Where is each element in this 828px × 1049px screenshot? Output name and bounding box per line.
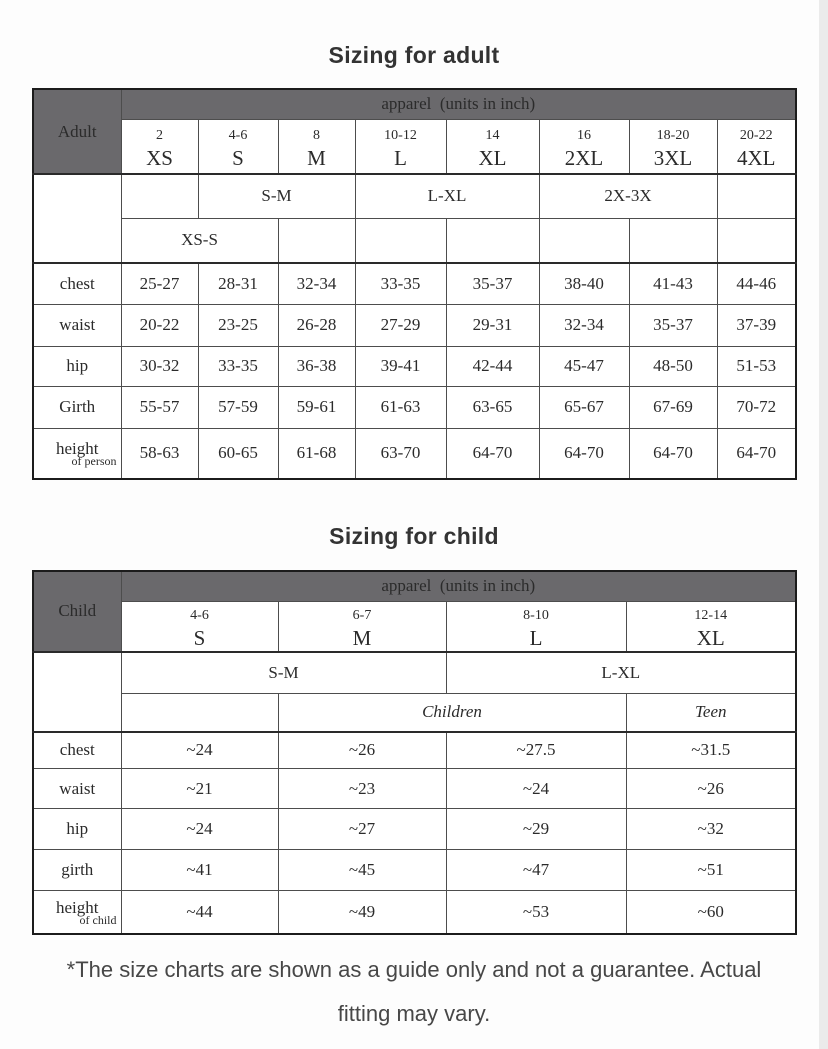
subgroup-cell-xss: XS-S xyxy=(121,218,278,263)
size-number: 20-22 xyxy=(739,127,773,143)
value-cell: ~49 xyxy=(278,891,446,934)
size-cell-xs xyxy=(121,119,198,174)
child-category-row xyxy=(33,694,796,732)
value-cell: 59-61 xyxy=(278,386,355,428)
size-cell-s xyxy=(121,601,278,652)
size-number: 10-12 xyxy=(384,127,417,143)
blank-label-cell xyxy=(33,174,121,263)
adult-apparel-header: apparel (units in inch) xyxy=(121,89,796,119)
value-cell: 36-38 xyxy=(278,346,355,386)
value-cell: 44-46 xyxy=(717,263,796,304)
size-cell-l xyxy=(446,601,626,652)
group-cell-sm: S-M xyxy=(121,652,446,694)
group-cell-2x3x: 2X-3X xyxy=(539,174,717,218)
group-cell-sm: S-M xyxy=(198,174,355,218)
value-cell: 28-31 xyxy=(198,263,278,304)
value-cell: 48-50 xyxy=(629,346,717,386)
value-cell: 42-44 xyxy=(446,346,539,386)
value-cell: ~24 xyxy=(446,769,626,809)
size-number: 2 xyxy=(156,127,163,143)
value-cell: ~23 xyxy=(278,769,446,809)
category-cell-children: Children xyxy=(278,694,626,732)
value-cell: 63-65 xyxy=(446,386,539,428)
row-label-sub: of child xyxy=(79,912,117,927)
value-cell: 57-59 xyxy=(198,386,278,428)
row-label xyxy=(33,428,121,479)
value-cell: ~51 xyxy=(626,850,796,891)
value-cell: ~32 xyxy=(626,809,796,850)
value-cell: 67-69 xyxy=(629,386,717,428)
blank-cell xyxy=(539,218,629,263)
value-cell: 45-47 xyxy=(539,346,629,386)
value-cell: 70-72 xyxy=(717,386,796,428)
table-row xyxy=(33,346,796,386)
adult-header-row xyxy=(33,89,796,119)
blank-cell xyxy=(121,694,278,732)
size-abbr: M xyxy=(307,145,326,170)
blank-cell xyxy=(717,218,796,263)
size-number: 6-7 xyxy=(352,607,372,623)
child-section-title: Sizing for child xyxy=(329,523,499,549)
row-label: chest xyxy=(33,732,121,769)
adult-corner-label: Adult xyxy=(33,89,121,174)
value-cell: ~27.5 xyxy=(446,732,626,769)
size-abbr: L xyxy=(394,145,407,170)
value-cell: ~21 xyxy=(121,769,278,809)
value-cell: ~24 xyxy=(121,732,278,769)
size-abbr: 4XL xyxy=(737,145,776,170)
child-apparel-header: apparel (units in inch) xyxy=(121,571,796,601)
value-cell: 64-70 xyxy=(539,428,629,479)
value-cell: 60-65 xyxy=(198,428,278,479)
table-row xyxy=(33,263,796,304)
size-number: 12-14 xyxy=(694,607,728,623)
value-cell: 39-41 xyxy=(355,346,446,386)
size-cell-xl xyxy=(626,601,796,652)
size-abbr: XL xyxy=(696,625,725,650)
size-cell-s xyxy=(198,119,278,174)
value-cell: 64-70 xyxy=(717,428,796,479)
value-cell: 64-70 xyxy=(446,428,539,479)
disclaimer-text xyxy=(0,948,828,1036)
value-cell: 30-32 xyxy=(121,346,198,386)
table-row xyxy=(33,850,796,891)
group-cell-lxl: L-XL xyxy=(446,652,796,694)
blank-cell xyxy=(278,218,355,263)
size-number: 8 xyxy=(313,127,320,143)
value-cell: ~53 xyxy=(446,891,626,934)
adult-size-table xyxy=(32,88,797,480)
value-cell: 25-27 xyxy=(121,263,198,304)
value-cell: ~41 xyxy=(121,850,278,891)
size-number: 4-6 xyxy=(190,607,209,623)
value-cell: ~26 xyxy=(278,732,446,769)
blank-cell xyxy=(629,218,717,263)
size-abbr: 3XL xyxy=(653,145,693,170)
value-cell: 51-53 xyxy=(717,346,796,386)
table-row xyxy=(33,732,796,769)
value-cell: 23-25 xyxy=(198,304,278,346)
value-cell: 35-37 xyxy=(446,263,539,304)
value-cell: 63-70 xyxy=(355,428,446,479)
value-cell: ~45 xyxy=(278,850,446,891)
value-cell: 29-31 xyxy=(446,304,539,346)
row-label: hip xyxy=(33,809,121,850)
size-number: 18-20 xyxy=(656,127,690,143)
size-abbr: M xyxy=(352,625,372,650)
blank-cell xyxy=(355,218,446,263)
size-abbr: S xyxy=(232,145,244,170)
table-row xyxy=(33,809,796,850)
row-label: girth xyxy=(33,850,121,891)
row-label-main: height xyxy=(56,439,99,459)
row-label: hip xyxy=(33,346,121,386)
row-label xyxy=(33,891,121,934)
value-cell: ~47 xyxy=(446,850,626,891)
adult-subgroup-row xyxy=(33,218,796,263)
blank-cell xyxy=(446,218,539,263)
size-cell-xl xyxy=(446,119,539,174)
size-abbr: S xyxy=(193,625,206,650)
table-row xyxy=(33,428,796,479)
child-size-row xyxy=(33,601,796,652)
category-cell-teen: Teen xyxy=(626,694,796,732)
value-cell: 27-29 xyxy=(355,304,446,346)
value-cell: ~31.5 xyxy=(626,732,796,769)
size-number: 16 xyxy=(577,127,591,143)
blank-label-cell xyxy=(33,652,121,732)
disclaimer-line-2: fitting may vary. xyxy=(337,1001,491,1026)
size-cell-l xyxy=(355,119,446,174)
value-cell: 33-35 xyxy=(198,346,278,386)
value-cell: 32-34 xyxy=(278,263,355,304)
value-cell: 35-37 xyxy=(629,304,717,346)
child-header-row xyxy=(33,571,796,601)
value-cell: 38-40 xyxy=(539,263,629,304)
adult-size-row xyxy=(33,119,796,174)
size-cell-m xyxy=(278,119,355,174)
value-cell: 65-67 xyxy=(539,386,629,428)
row-label: Girth xyxy=(33,386,121,428)
size-abbr: XL xyxy=(478,145,507,170)
table-row xyxy=(33,769,796,809)
value-cell: ~60 xyxy=(626,891,796,934)
table-row xyxy=(33,304,796,346)
value-cell: ~44 xyxy=(121,891,278,934)
disclaimer-line-1: *The size charts are shown as a guide only and not a guarantee. Actual xyxy=(66,957,762,982)
size-number: 4-6 xyxy=(228,127,248,143)
table-row xyxy=(33,891,796,934)
value-cell: 32-34 xyxy=(539,304,629,346)
value-cell: ~27 xyxy=(278,809,446,850)
row-label-main: height xyxy=(56,897,99,917)
size-cell-4xl xyxy=(717,119,796,174)
value-cell: 55-57 xyxy=(121,386,198,428)
blank-cell xyxy=(717,174,796,218)
size-abbr: L xyxy=(529,625,543,650)
value-cell: 61-63 xyxy=(355,386,446,428)
group-cell-lxl: L-XL xyxy=(355,174,539,218)
size-abbr: XS xyxy=(146,145,173,170)
value-cell: 61-68 xyxy=(278,428,355,479)
adult-group-row xyxy=(33,174,796,218)
value-cell: 26-28 xyxy=(278,304,355,346)
value-cell: 58-63 xyxy=(121,428,198,479)
value-cell: 33-35 xyxy=(355,263,446,304)
table-row xyxy=(33,386,796,428)
value-cell: ~24 xyxy=(121,809,278,850)
size-cell-3xl xyxy=(629,119,717,174)
adult-section-title: Sizing for adult xyxy=(328,42,500,68)
blank-cell xyxy=(121,174,198,218)
row-label: waist xyxy=(33,304,121,346)
value-cell: 41-43 xyxy=(629,263,717,304)
row-label: chest xyxy=(33,263,121,304)
child-group-row xyxy=(33,652,796,694)
size-number: 14 xyxy=(485,127,500,143)
size-number: 8-10 xyxy=(523,607,549,623)
value-cell: 20-22 xyxy=(121,304,198,346)
child-size-table xyxy=(32,570,797,935)
value-cell: 37-39 xyxy=(717,304,796,346)
size-cell-m xyxy=(278,601,446,652)
value-cell: ~29 xyxy=(446,809,626,850)
row-label: waist xyxy=(33,769,121,809)
row-label-sub: of person xyxy=(71,454,117,469)
size-cell-2xl xyxy=(539,119,629,174)
value-cell: ~26 xyxy=(626,769,796,809)
value-cell: 64-70 xyxy=(629,428,717,479)
child-corner-label: Child xyxy=(33,571,121,652)
size-abbr: 2XL xyxy=(564,145,604,170)
